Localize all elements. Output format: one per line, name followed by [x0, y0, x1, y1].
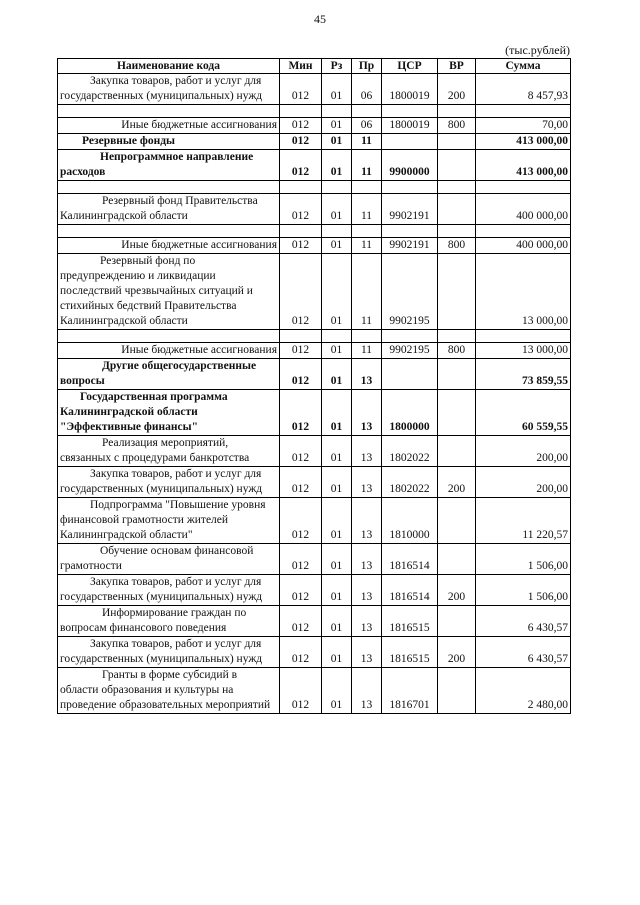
- row-vr: [438, 390, 476, 436]
- row-csr: [382, 134, 438, 150]
- row-vr: [438, 254, 476, 330]
- row-min: 012: [280, 606, 322, 637]
- row-sum: 200,00: [476, 467, 571, 498]
- row-pr: 11: [352, 150, 382, 181]
- row-pr: 13: [352, 575, 382, 606]
- row-sum: 70,00: [476, 118, 571, 134]
- row-sum: 60 559,55: [476, 390, 571, 436]
- row-rz: 01: [322, 637, 352, 668]
- table-row: [58, 74, 571, 105]
- row-csr: 9902191: [382, 194, 438, 225]
- header-csr: ЦСР: [382, 59, 438, 74]
- row-name: Закупка товаров, работ и услуг для государственных (муниципальных) нужд: [58, 74, 280, 105]
- row-min: 012: [280, 118, 322, 134]
- table-row: [58, 637, 571, 668]
- row-csr: 1816701: [382, 668, 438, 714]
- row-min: 012: [280, 544, 322, 575]
- row-vr: [438, 606, 476, 637]
- row-rz: 01: [322, 254, 352, 330]
- row-vr: [438, 194, 476, 225]
- row-name: Резервный фонд по предупреждению и ликвидации последствий чрезвычайных ситуаций и стихийных бедствий Правительства Калининградской области: [58, 254, 280, 330]
- table-row: [58, 134, 571, 150]
- row-vr: 200: [438, 575, 476, 606]
- table-row: [58, 467, 571, 498]
- row-vr: [438, 150, 476, 181]
- row-name: Закупка товаров, работ и услуг для государственных (муниципальных) нужд: [58, 575, 280, 606]
- row-pr: 11: [352, 194, 382, 225]
- row-rz: 01: [322, 390, 352, 436]
- row-name: Реализация мероприятий, связанных с процедурами банкротства: [58, 436, 280, 467]
- table-row: [58, 436, 571, 467]
- row-name: Другие общегосударственные вопросы: [58, 359, 280, 390]
- row-min: 012: [280, 134, 322, 150]
- table-row: [58, 150, 571, 181]
- row-min: 012: [280, 74, 322, 105]
- row-name: Гранты в форме субсидий в области образования и культуры на проведение образовательных мероприятий: [58, 668, 280, 714]
- table-row: [58, 343, 571, 359]
- row-pr: 13: [352, 637, 382, 668]
- row-name: Закупка товаров, работ и услуг для государственных (муниципальных) нужд: [58, 637, 280, 668]
- row-pr: 13: [352, 668, 382, 714]
- row-rz: 01: [322, 606, 352, 637]
- header-min: Мин: [280, 59, 322, 74]
- row-vr: 200: [438, 467, 476, 498]
- row-vr: [438, 668, 476, 714]
- table-row: [58, 575, 571, 606]
- row-min: 012: [280, 467, 322, 498]
- table-row: [58, 544, 571, 575]
- row-name: Иные бюджетные ассигнования: [58, 343, 280, 359]
- row-sum: 6 430,57: [476, 606, 571, 637]
- row-pr: 13: [352, 498, 382, 544]
- spacer-row: [58, 105, 571, 118]
- row-vr: 200: [438, 74, 476, 105]
- row-pr: 13: [352, 467, 382, 498]
- spacer-row: [58, 330, 571, 343]
- row-rz: 01: [322, 150, 352, 181]
- row-name: Иные бюджетные ассигнования: [58, 118, 280, 134]
- row-rz: 01: [322, 134, 352, 150]
- row-vr: [438, 498, 476, 544]
- header-row: [58, 59, 571, 74]
- row-min: 012: [280, 637, 322, 668]
- header-sum: Сумма: [476, 59, 571, 74]
- row-pr: 13: [352, 436, 382, 467]
- row-vr: [438, 134, 476, 150]
- row-sum: 1 506,00: [476, 544, 571, 575]
- row-min: 012: [280, 668, 322, 714]
- spacer-row: [58, 181, 571, 194]
- row-csr: 1800000: [382, 390, 438, 436]
- row-sum: 400 000,00: [476, 194, 571, 225]
- row-min: 012: [280, 150, 322, 181]
- row-vr: 800: [438, 238, 476, 254]
- row-min: 012: [280, 343, 322, 359]
- row-pr: 06: [352, 74, 382, 105]
- row-min: 012: [280, 238, 322, 254]
- row-name: Государственная программа Калининградской области "Эффективные финансы": [58, 390, 280, 436]
- row-sum: 200,00: [476, 436, 571, 467]
- row-min: 012: [280, 254, 322, 330]
- table-row: [58, 668, 571, 714]
- row-csr: 1816515: [382, 606, 438, 637]
- row-rz: 01: [322, 238, 352, 254]
- row-sum: 1 506,00: [476, 575, 571, 606]
- row-min: 012: [280, 575, 322, 606]
- row-csr: 1816514: [382, 544, 438, 575]
- row-name: Непрограммное направление расходов: [58, 150, 280, 181]
- row-sum: 6 430,57: [476, 637, 571, 668]
- spacer-row: [58, 225, 571, 238]
- page-number: 45: [314, 12, 326, 26]
- table-row: [58, 359, 571, 390]
- row-sum: 413 000,00: [476, 150, 571, 181]
- row-pr: 11: [352, 254, 382, 330]
- table-row: [58, 498, 571, 544]
- row-min: 012: [280, 498, 322, 544]
- row-rz: 01: [322, 575, 352, 606]
- row-name: Закупка товаров, работ и услуг для государственных (муниципальных) нужд: [58, 467, 280, 498]
- row-csr: 1816515: [382, 637, 438, 668]
- table-row: [58, 118, 571, 134]
- row-sum: 73 859,55: [476, 359, 571, 390]
- row-rz: 01: [322, 118, 352, 134]
- row-rz: 01: [322, 544, 352, 575]
- row-csr: 1810000: [382, 498, 438, 544]
- row-csr: [382, 359, 438, 390]
- row-pr: 13: [352, 359, 382, 390]
- row-pr: 13: [352, 606, 382, 637]
- row-min: 012: [280, 390, 322, 436]
- row-name: Резервный фонд Правительства Калининградской области: [58, 194, 280, 225]
- row-pr: 06: [352, 118, 382, 134]
- row-min: 012: [280, 436, 322, 467]
- row-rz: 01: [322, 359, 352, 390]
- row-sum: 413 000,00: [476, 134, 571, 150]
- row-sum: 8 457,93: [476, 74, 571, 105]
- row-rz: 01: [322, 668, 352, 714]
- row-vr: [438, 436, 476, 467]
- row-csr: 9902195: [382, 254, 438, 330]
- row-vr: [438, 359, 476, 390]
- row-pr: 11: [352, 134, 382, 150]
- row-name: Иные бюджетные ассигнования: [58, 238, 280, 254]
- units-label: (тыс.рублей): [505, 43, 570, 57]
- row-csr: 1802022: [382, 467, 438, 498]
- row-rz: 01: [322, 194, 352, 225]
- row-pr: 11: [352, 238, 382, 254]
- row-vr: 800: [438, 343, 476, 359]
- row-rz: 01: [322, 436, 352, 467]
- row-pr: 13: [352, 390, 382, 436]
- table-row: [58, 194, 571, 225]
- row-name: Резервные фонды: [58, 134, 280, 150]
- row-sum: 13 000,00: [476, 254, 571, 330]
- row-sum: 13 000,00: [476, 343, 571, 359]
- table-row: [58, 606, 571, 637]
- header-name: Наименование кода: [58, 59, 280, 74]
- row-vr: 800: [438, 118, 476, 134]
- row-vr: [438, 544, 476, 575]
- row-sum: 2 480,00: [476, 668, 571, 714]
- header-rz: Рз: [322, 59, 352, 74]
- row-vr: 200: [438, 637, 476, 668]
- row-min: 012: [280, 194, 322, 225]
- table-row: [58, 254, 571, 330]
- row-sum: 11 220,57: [476, 498, 571, 544]
- row-name: Обучение основам финансовой грамотности: [58, 544, 280, 575]
- row-rz: 01: [322, 343, 352, 359]
- row-pr: 13: [352, 544, 382, 575]
- row-rz: 01: [322, 74, 352, 105]
- header-pr: Пр: [352, 59, 382, 74]
- row-csr: 9902191: [382, 238, 438, 254]
- row-sum: 400 000,00: [476, 238, 571, 254]
- budget-table: [57, 58, 571, 714]
- row-csr: 1816514: [382, 575, 438, 606]
- row-csr: 1802022: [382, 436, 438, 467]
- row-rz: 01: [322, 467, 352, 498]
- row-name: Подпрограмма "Повышение уровня финансовой грамотности жителей Калининградской области": [58, 498, 280, 544]
- row-rz: 01: [322, 498, 352, 544]
- row-min: 012: [280, 359, 322, 390]
- table-row: [58, 238, 571, 254]
- row-pr: 11: [352, 343, 382, 359]
- row-csr: 1800019: [382, 118, 438, 134]
- row-csr: 9902195: [382, 343, 438, 359]
- row-csr: 1800019: [382, 74, 438, 105]
- row-csr: 9900000: [382, 150, 438, 181]
- header-vr: ВР: [438, 59, 476, 74]
- table-row: [58, 390, 571, 436]
- row-name: Информирование граждан по вопросам финансового поведения: [58, 606, 280, 637]
